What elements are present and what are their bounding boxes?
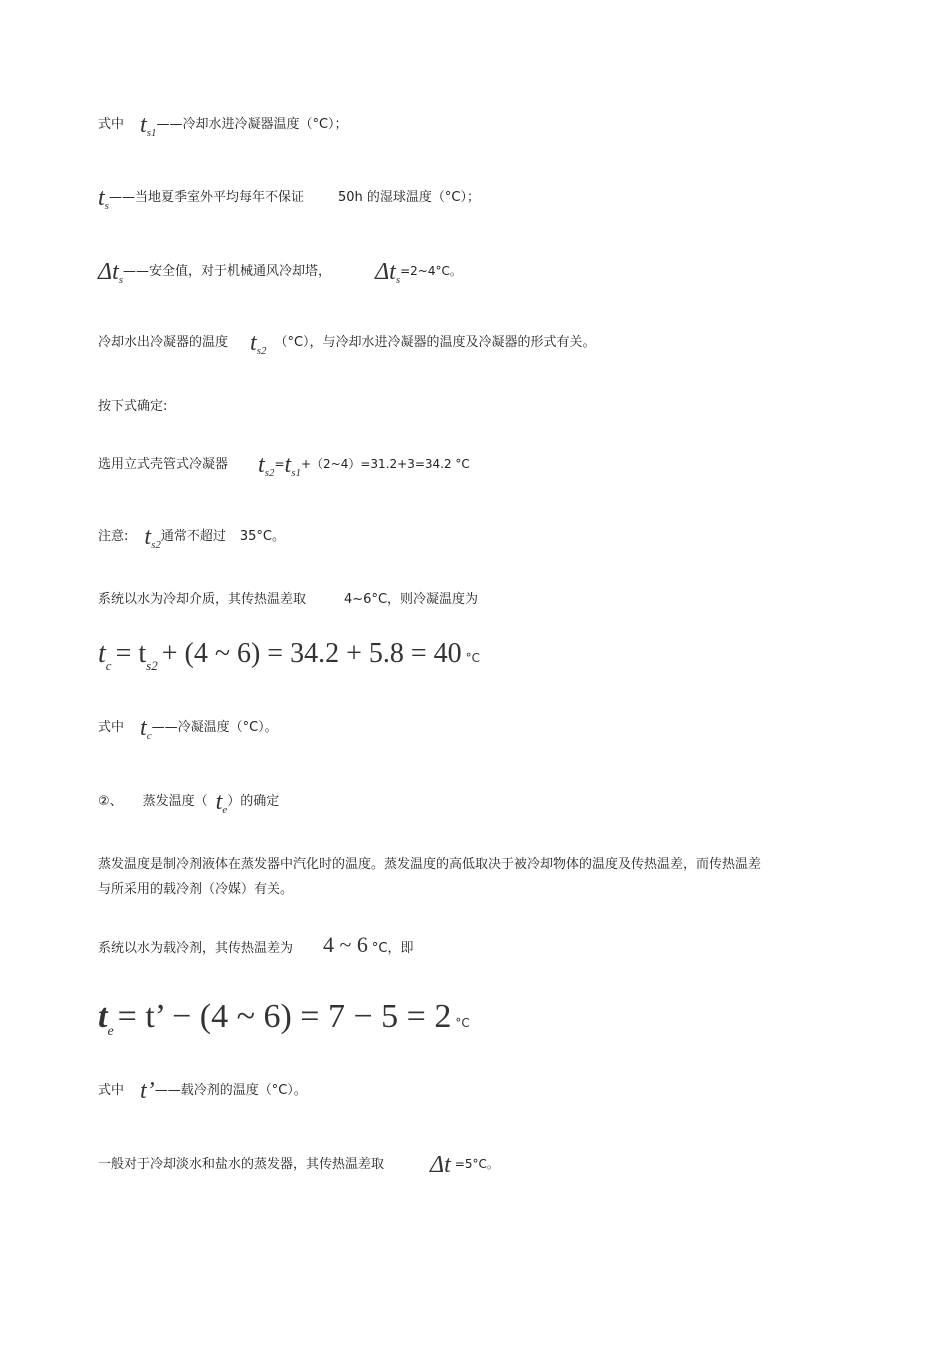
symbol-t: t bbox=[258, 452, 265, 478]
description-text: ——安全值，对于机械通风冷却塔， bbox=[123, 264, 332, 279]
line-cooling-medium bbox=[98, 591, 478, 609]
value-text: 50h 的湿球温度（°C）； bbox=[337, 190, 480, 205]
symbol-delta-t: Δt bbox=[98, 259, 119, 285]
description-text: ——当地夏季室外平均每年不保证 bbox=[108, 190, 304, 205]
text-b: °C，即 bbox=[371, 941, 414, 956]
text-b: 4~6°C，则冷凝温度为 bbox=[344, 592, 479, 607]
value-text: =2~4°C。 bbox=[400, 264, 462, 278]
line-ts2-intro bbox=[98, 330, 596, 360]
line-refrigerant-medium bbox=[98, 932, 414, 958]
symbol-delta-t: Δt bbox=[375, 259, 396, 285]
line-ts-definition bbox=[98, 185, 480, 215]
symbol-t: t bbox=[250, 330, 257, 356]
symbol-t: t bbox=[98, 638, 106, 669]
description-text: ——载冷剂的温度（°C）。 bbox=[154, 1083, 307, 1098]
line-t-prime-definition bbox=[98, 1078, 307, 1104]
text-a: 蒸发温度（ bbox=[142, 794, 208, 809]
symbol-t: t bbox=[98, 998, 108, 1035]
formula-rest: = t’ − (4 ~ 6) = 7 − 5 = 2 bbox=[117, 998, 452, 1035]
symbol-t-prime: t’ bbox=[140, 1078, 155, 1104]
text-a: 系统以水为冷却介质，其传热温差取 bbox=[98, 592, 307, 607]
symbol-subscript: s bbox=[118, 274, 124, 286]
line-formula-intro bbox=[98, 398, 167, 416]
formula-rest: + (4 ~ 6) = 34.2 + 5.8 = 40 bbox=[161, 638, 462, 669]
description-text: ——冷却水进冷凝器温度（°C）； bbox=[156, 117, 348, 132]
line-note bbox=[98, 524, 285, 554]
text-a: 注意: bbox=[98, 529, 129, 544]
prefix-text: 式中 bbox=[98, 1083, 125, 1098]
equals-sign: = bbox=[274, 457, 285, 471]
text-a: 一般对于冷却淡水和盐水的蒸发器，其传热温差取 bbox=[98, 1157, 385, 1172]
prefix-text: 式中 bbox=[98, 720, 125, 735]
line-condenser-choice bbox=[98, 452, 470, 482]
symbol-subscript: c bbox=[105, 658, 112, 673]
line-tc-definition bbox=[98, 715, 278, 745]
symbol-subscript: s1 bbox=[146, 127, 157, 139]
paragraph-evaporating-temperature bbox=[98, 852, 768, 902]
unit-text: °C bbox=[455, 1016, 470, 1030]
line-delta-ts-definition bbox=[98, 259, 462, 289]
formula-evaporating-temperature bbox=[98, 998, 470, 1040]
text-b: （°C），与冷却水进冷凝器的温度及冷凝器的形式有关。 bbox=[274, 335, 596, 350]
formula-condensing-temperature bbox=[98, 638, 480, 674]
line-evaporator-delta bbox=[98, 1152, 499, 1178]
symbol-subscript: e bbox=[222, 804, 228, 816]
symbol-t: t bbox=[144, 524, 152, 550]
symbol-subscript: e bbox=[107, 1024, 114, 1039]
symbol-t: t bbox=[140, 715, 147, 741]
line-ts1-definition bbox=[98, 112, 348, 142]
symbol-subscript: s2 bbox=[151, 539, 161, 551]
text-b: 通常不超过 bbox=[160, 529, 226, 544]
symbol-subscript: s2 bbox=[146, 658, 158, 673]
text-a: 系统以水为载冷剂，其传热温差为 bbox=[98, 941, 294, 956]
paragraph-text: 蒸发温度是制冷剂液体在蒸发器中汽化时的温度。蒸发温度的高低取决于被冷却物体的温度及传热温差，而传热温差与所采用的载冷剂（冷媒）有关。 bbox=[98, 857, 762, 897]
symbol-t: t bbox=[140, 112, 147, 138]
range-value: 4 ~ 6 bbox=[323, 932, 368, 957]
formula-body: = t bbox=[115, 638, 147, 669]
symbol-subscript: s2 bbox=[256, 345, 267, 357]
text-a: 冷却水出冷凝器的温度 bbox=[98, 335, 229, 350]
unit-text: °C bbox=[465, 651, 481, 665]
text-b: ）的确定 bbox=[227, 794, 280, 809]
section-heading-evaporating-temperature bbox=[98, 789, 280, 819]
symbol-subscript: s bbox=[104, 200, 109, 212]
section-number: ②、 bbox=[98, 794, 123, 809]
symbol-t: t bbox=[98, 185, 105, 211]
symbol-t: t bbox=[284, 452, 292, 478]
text-b: =5°C。 bbox=[454, 1157, 499, 1171]
text: 按下式确定: bbox=[98, 399, 168, 414]
symbol-subscript: s1 bbox=[291, 467, 301, 479]
symbol-subscript: c bbox=[146, 730, 152, 742]
description-text: ——冷凝温度（°C）。 bbox=[151, 720, 278, 735]
symbol-subscript: s2 bbox=[264, 467, 275, 479]
text-c: 35°C。 bbox=[239, 529, 285, 544]
symbol-t: t bbox=[215, 789, 223, 815]
text-a: 选用立式壳管式冷凝器 bbox=[98, 457, 229, 472]
symbol-subscript: s bbox=[395, 274, 401, 286]
text-b: +（2~4）=31.2+3=34.2 °C bbox=[300, 457, 470, 471]
prefix-text: 式中 bbox=[98, 117, 125, 132]
symbol-delta-t: Δt bbox=[430, 1152, 451, 1178]
